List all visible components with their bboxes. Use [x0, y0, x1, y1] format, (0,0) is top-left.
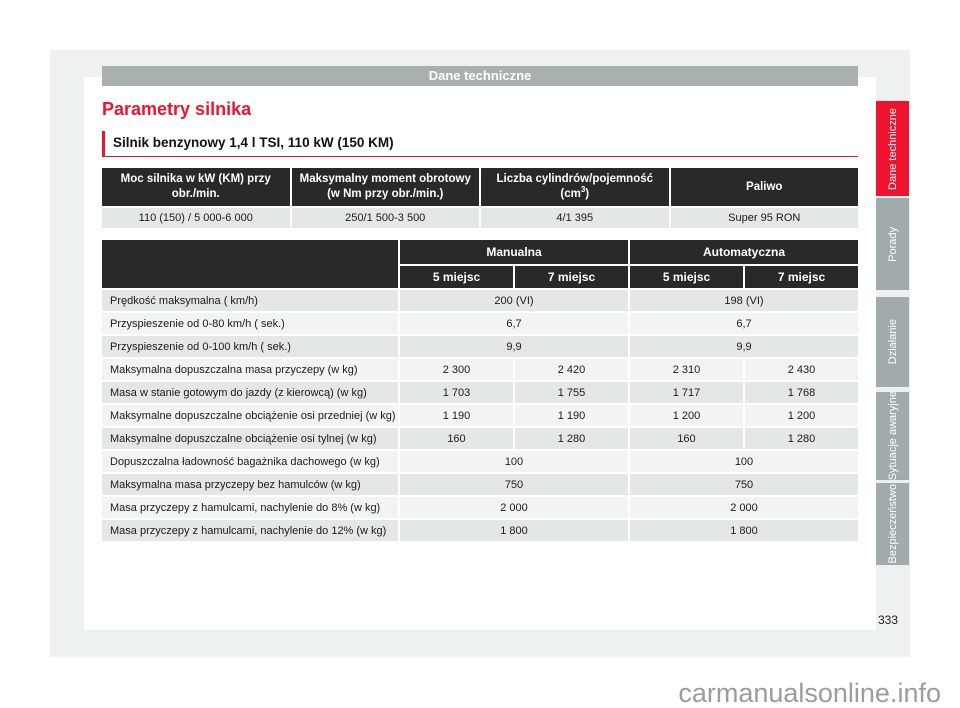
table-header-fuel: Paliwo	[671, 168, 859, 206]
header-7-seats-manual: 7 miejsc	[515, 266, 628, 288]
table-row: Przyspieszenie od 0-100 km/h ( sek.) 9,9 9,9	[102, 336, 858, 357]
performance-table-body	[102, 290, 858, 541]
engine-spec-table	[102, 168, 858, 228]
header-5-seats-auto: 5 miejsc	[630, 266, 743, 288]
table-row: Masa w stanie gotowym do jazdy (z kierowcą) (w kg) 1 703 1 755 1 717 1 768	[102, 382, 858, 403]
page-number: 333	[878, 613, 899, 627]
table-row: Masa przyczepy z hamulcami, nachylenie do 8% (w kg) 2 000 2 000	[102, 497, 858, 518]
engine-subheading: Silnik benzynowy 1,4 l TSI, 110 kW (150 KM)	[102, 131, 858, 157]
table-header-torque: Maksymalny moment obrotowy (w Nm przy obr./min.)	[292, 168, 480, 206]
sidebar-tab-porady[interactable]: Porady	[876, 198, 909, 290]
header-7-seats-auto: 7 miejsc	[745, 266, 858, 288]
value-torque: 250/1 500-3 500	[292, 208, 480, 228]
table-row: Maksymalne dopuszczalne obciążenie osi przedniej (w kg) 1 190 1 190 1 200 1 200	[102, 405, 858, 426]
table-row: Przyspieszenie od 0-80 km/h ( sek.) 6,7 6,7	[102, 313, 858, 334]
table-header-power: Moc silnika w kW (KM) przy obr./min.	[102, 168, 290, 206]
table-row: Masa przyczepy z hamulcami, nachylenie do 12% (w kg) 1 800 1 800	[102, 520, 858, 541]
header-empty-cell	[102, 240, 398, 288]
value-cylinders: 4/1 395	[481, 208, 669, 228]
header-5-seats-manual: 5 miejsc	[400, 266, 513, 288]
header-cylinders-line2: $(cm^3)$	[560, 185, 590, 200]
table-row: Prędkość maksymalna ( km/h) 200 (VI) 198 (VI)	[102, 290, 858, 311]
performance-table	[102, 240, 858, 541]
performance-table-header	[102, 240, 858, 288]
chapter-header-bar: Dane techniczne	[102, 66, 858, 86]
header-manual-gearbox: Manualna	[400, 240, 628, 264]
header-cylinders-line1: Liczba cylindrów/pojemność	[496, 173, 654, 186]
table-row: Maksymalna dopuszczalna masa przyczepy (w kg) 2 300 2 420 2 310 2 430	[102, 359, 858, 380]
watermark: carmanualsonline.info	[678, 678, 941, 708]
table-header-cylinders	[481, 168, 669, 206]
section-title: Parametry silnika	[102, 99, 252, 119]
sidebar-tab-dane-techniczne[interactable]: Dane techniczne	[876, 101, 909, 196]
sidebar-tab-bezpieczenstwo[interactable]: Bezpieczeństwo	[876, 483, 909, 565]
table-row: Dopuszczalna ładowność bagażnika dachowego (w kg) 100 100	[102, 451, 858, 472]
table-row: Maksymalna masa przyczepy bez hamulców (w kg) 750 750	[102, 474, 858, 495]
table-row: Maksymalne dopuszczalne obciążenie osi tylnej (w kg) 160 1 280 160 1 280	[102, 428, 858, 449]
sidebar-tab-dzialanie[interactable]: Działanie	[876, 297, 909, 387]
sidebar-tab-sytuacje-awaryjne[interactable]: Sytuacje awaryjne	[876, 392, 909, 480]
value-power: 110 (150) / 5 000-6 000	[102, 208, 290, 228]
header-automatic-gearbox: Automatyczna	[630, 240, 858, 264]
value-fuel: Super 95 RON	[671, 208, 859, 228]
